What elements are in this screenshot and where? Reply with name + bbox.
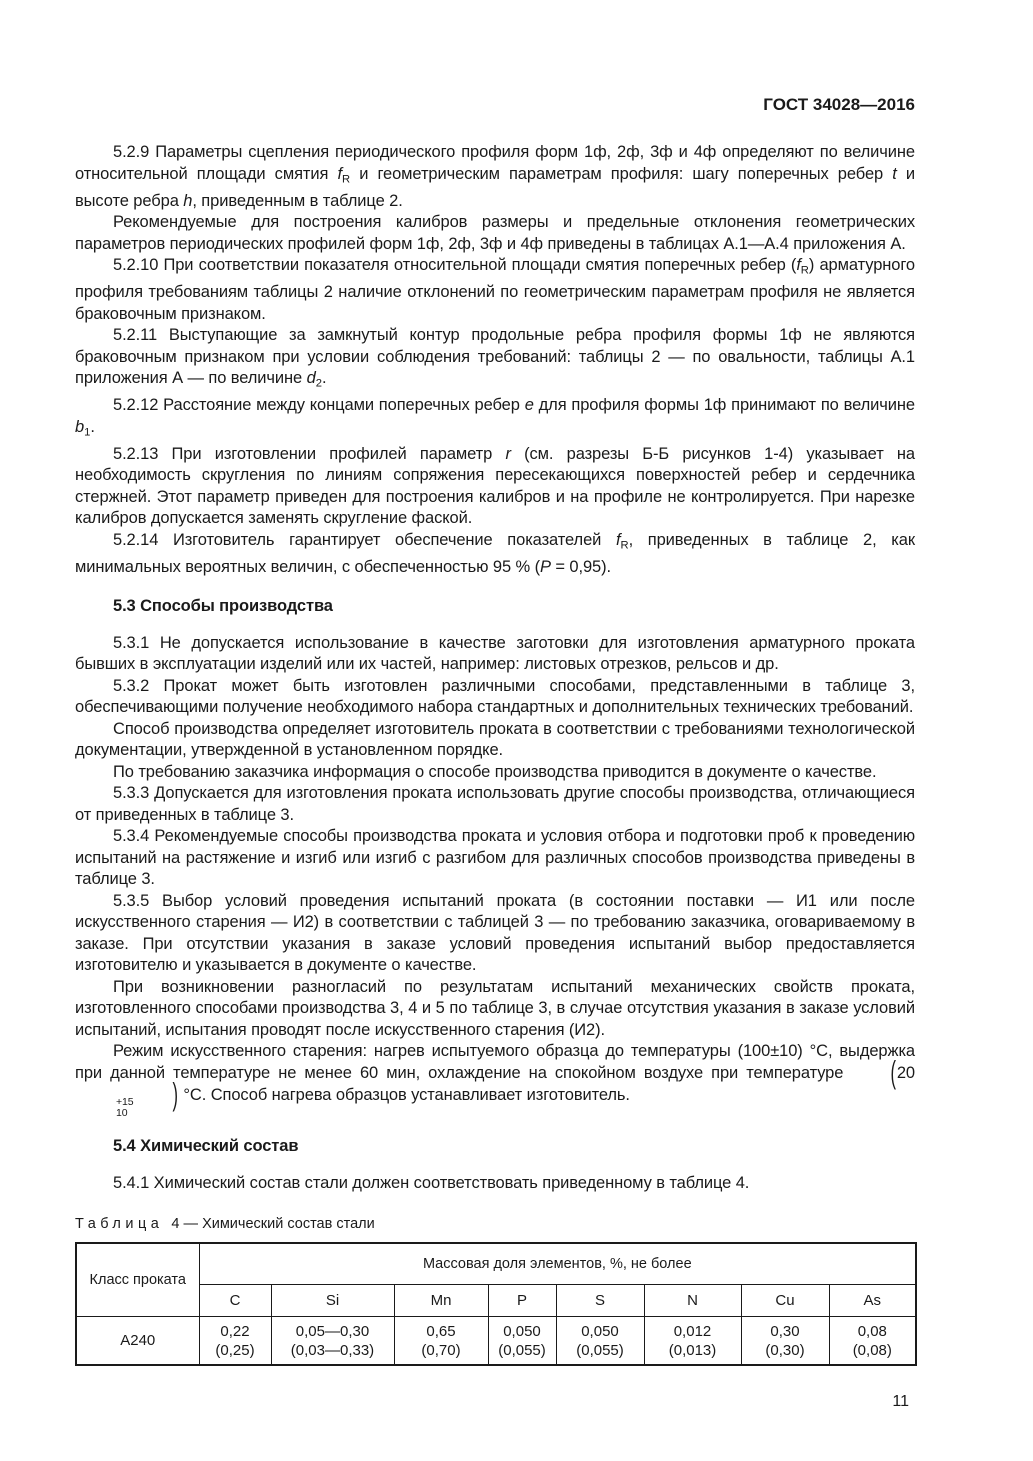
table-caption-label: Таблица xyxy=(75,1216,164,1233)
cell-element-value xyxy=(829,1317,916,1365)
cell-value-line: 0,050 xyxy=(503,1322,541,1340)
cell-value-line: (0,25) xyxy=(215,1341,255,1359)
cell-value-line: (0,08) xyxy=(852,1341,892,1359)
cell-steel-class: А240 xyxy=(76,1317,199,1365)
table-caption xyxy=(75,1215,915,1233)
page-number: 11 xyxy=(892,1392,909,1410)
cell-value-line: 0,65 xyxy=(426,1322,456,1340)
table-header-row-elements xyxy=(76,1285,916,1317)
table-caption-title: Химический состав стали xyxy=(202,1216,375,1233)
paragraph: 5.2.13 При изготовлении профилей параметр r (см. разрезы Б-Б рисунков 1-4) указывает на необходимость скругления по линиям сопряжения пересекающихся поверхностей ребер и сердечника стержней. Этот параметр приведен для построения калибров и на профиле не контролируется. При нарезке калибров допускается заменять скругление фаской. xyxy=(75,444,915,528)
col-header-mass-fraction-group: Массовая доля элементов, %, не более xyxy=(199,1243,916,1285)
cell-value-line: 0,08 xyxy=(857,1322,887,1340)
cell-value-line: 0,050 xyxy=(581,1322,619,1340)
paragraph: Режим искусственного старения: нагрев испытуемого образца до температуры (100±10) °С, выдержка при данной температуре не менее 60 мин, охлаждение на спокойном воздухе при температуре (20 +15 10 ) °С. Способ нагрева образцов устанавливает изготовитель. xyxy=(75,1042,915,1119)
cell-value-line: 0,30 xyxy=(770,1322,800,1340)
col-header-element: P xyxy=(488,1285,556,1317)
running-header: ГОСТ 34028—2016 xyxy=(763,95,915,114)
temperature-tolerance-formula: (20 +15 10 ) xyxy=(116,1056,915,1119)
cell-value-line: 0,22 xyxy=(220,1322,250,1340)
cell-value-line: (0,055) xyxy=(576,1341,624,1359)
table-row xyxy=(76,1317,916,1365)
cell-element-value xyxy=(488,1317,556,1365)
cell-value-line: (0,30) xyxy=(765,1341,805,1359)
cell-value-line: 0,05—0,30 xyxy=(295,1322,370,1340)
col-header-element: C xyxy=(199,1285,271,1317)
section-heading: 5.4 Химический состав xyxy=(113,1137,299,1156)
paragraph: По требованию заказчика информация о способе производства приводится в документе о качестве. xyxy=(113,762,877,781)
section-heading: 5.3 Способы производства xyxy=(113,597,333,616)
cell-element-value xyxy=(199,1317,271,1365)
paragraph: 5.3.2 Прокат может быть изготовлен различными способами, представленными в таблице 3, обеспечивающими получение необходимого набора стандартных и дополнительных технических требований. xyxy=(75,676,915,717)
table-caption-dash: — xyxy=(183,1216,199,1233)
paragraph: 5.4.1 Химический состав стали должен соответствовать приведенному в таблице 4. xyxy=(113,1173,750,1192)
document-content xyxy=(75,142,915,1194)
cell-element-value xyxy=(556,1317,644,1365)
cell-element-value xyxy=(271,1317,394,1365)
col-header-element: Si xyxy=(271,1285,394,1317)
cell-element-value xyxy=(644,1317,741,1365)
col-header-element: Mn xyxy=(394,1285,488,1317)
paragraph: 5.3.5 Выбор условий проведения испытаний проката (в состоянии поставки — И1 или после искусственного старения — И2) в соответствии с таблицей 3 — по требованию заказчика, оговариваемому в заказе. При отсутствии указания в заказе условий проведения испытаний выбор предоставляется изготовителю и указывается в документе о качестве. xyxy=(75,891,915,975)
paragraph: 5.2.11 Выступающие за замкнутый контур продольные ребра профиля формы 1ф не являются браковочным признаком при условии соблюдения требований: таблицы 2 — по овальности, таблицы А.1 приложения А — по величине $d_2$. xyxy=(75,326,915,390)
col-header-element: Cu xyxy=(741,1285,829,1317)
paragraph: 5.2.12 Расстояние между концами поперечных ребер е для профиля формы 1ф принимают по величине $b_1$. xyxy=(75,396,915,439)
paragraph: 5.2.10 При соответствии показателя относительной площади смятия поперечных ребер $(f_R)$ арматурного профиля требованиям таблицы 2 наличие отклонений по геометрическим параметрам профиля не является браковочным признаком. xyxy=(75,256,915,323)
table-caption-number: 4 xyxy=(171,1216,180,1233)
paragraph: 5.3.3 Допускается для изготовления проката использовать другие способы производства, отличающиеся от приведенных в таблице 3. xyxy=(75,784,915,824)
paragraph: 5.3.1 Не допускается использование в качестве заготовки для изготовления арматурного проката бывших в эксплуатации изделий или их частей, например: листовых отрезков, рельсов и др. xyxy=(75,633,915,674)
cell-element-value xyxy=(394,1317,488,1365)
paragraph: 5.2.14 Изготовитель гарантирует обеспечение показателей $f_R$, приведенных в таблице 2, как минимальных вероятных величин, с обеспеченностью 95 % (P = 0,95). xyxy=(75,530,915,576)
cell-value-line: (0,03—0,33) xyxy=(290,1341,375,1359)
col-header-steel-class: Класс проката xyxy=(76,1243,199,1317)
paragraph: При возникновении разногласий по результатам испытаний механических свойств проката, изготовленного способами производства 3, 4 и 5 по таблице 3, в случае отсутствия указания в заказе условий испытаний, испытания проводят после искусственного старения (И2). xyxy=(75,977,915,1039)
cell-value-line: (0,055) xyxy=(498,1341,546,1359)
col-header-element: S xyxy=(556,1285,644,1317)
cell-value-line: 0,012 xyxy=(673,1322,712,1340)
cell-element-value xyxy=(741,1317,829,1365)
col-header-element: N xyxy=(644,1285,741,1317)
col-header-element: As xyxy=(829,1285,916,1317)
paragraph: 5.2.9 Параметры сцепления периодического профиля форм 1ф, 2ф, 3ф и 4ф определяют по величине относительной площади смятия $f_R$ и геометрическим параметрам профиля: шагу поперечных ребер t и высоте ребра h, приведенным в таблице 2. xyxy=(75,143,916,210)
paragraph: Способ производства определяет изготовитель проката в соответствии с требованиями технологической документации, утвержденной в установленном порядке. xyxy=(75,719,915,760)
table-chemical-composition xyxy=(75,1242,917,1366)
paragraph: 5.3.4 Рекомендуемые способы производства проката и условия отбора и подготовки проб к проведению испытаний на растяжение и изгиб или изгиб с разгибом для различных способов производства приведены в таблице 3. xyxy=(75,827,915,889)
table-header-row-group xyxy=(76,1243,916,1285)
paragraph: Рекомендуемые для построения калибров размеры и предельные отклонения геометрических параметров периодических профилей форм 1ф, 2ф, 3ф и 4ф приведены в таблицах А.1—А.4 приложения А. xyxy=(75,213,915,253)
cell-value-line: (0,70) xyxy=(421,1341,461,1359)
cell-value-line: (0,013) xyxy=(668,1341,717,1359)
